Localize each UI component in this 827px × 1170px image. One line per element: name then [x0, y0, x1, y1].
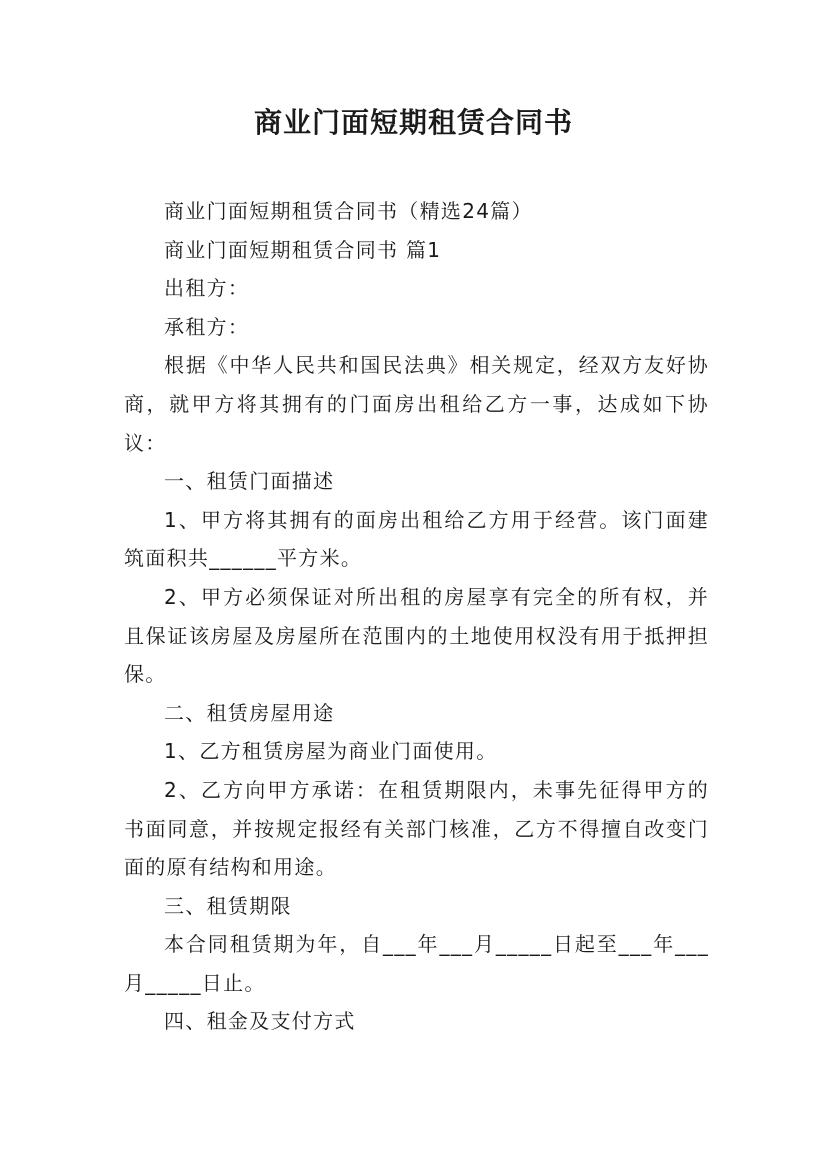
document-body	[124, 192, 709, 1041]
paragraph-preamble: 根据《中华人民共和国民法典》相关规定，经双方友好协商，就甲方将其拥有的门面房出租给乙方一事，达成如下协议：	[124, 353, 709, 455]
paragraph-section-heading: 商业门面短期租赁合同书 篇1	[164, 237, 442, 262]
paragraph-clause-1-2: 2、甲方必须保证对所出租的房屋享有完全的所有权，并且保证该房屋及房屋所在范围内的土地使用权没有用于抵押担保。	[124, 584, 709, 687]
document-title: 商业门面短期租赁合同书	[253, 106, 573, 139]
paragraph-lessor: 出租方：	[164, 276, 250, 301]
paragraph-clause-2-2: 2、乙方向甲方承诺：在租赁期限内，未事先征得甲方的书面同意，并按规定报经有关部门核准，乙方不得擅自改变门面的原有结构和用途。	[124, 777, 709, 880]
paragraph-subtitle: 商业门面短期租赁合同书（精选24篇）	[164, 199, 533, 223]
paragraph-heading-4: 四、租金及支付方式	[164, 1009, 356, 1034]
paragraph-heading-3: 三、租赁期限	[164, 893, 292, 918]
paragraph-clause-1-1: 1、甲方将其拥有的面房出租给乙方用于经营。该门面建筑面积共______平方米。	[124, 507, 709, 571]
paragraph-lessee: 承租方：	[164, 314, 250, 339]
paragraph-clause-3-1: 本合同租赁期为年，自___年___月_____日起至___年___月_____日止。	[124, 932, 709, 995]
paragraph-clause-2-1: 1、乙方租赁房屋为商业门面使用。	[164, 739, 498, 764]
paragraph-heading-1: 一、租赁门面描述	[164, 469, 335, 494]
paragraph-heading-2: 二、租赁房屋用途	[164, 700, 335, 725]
